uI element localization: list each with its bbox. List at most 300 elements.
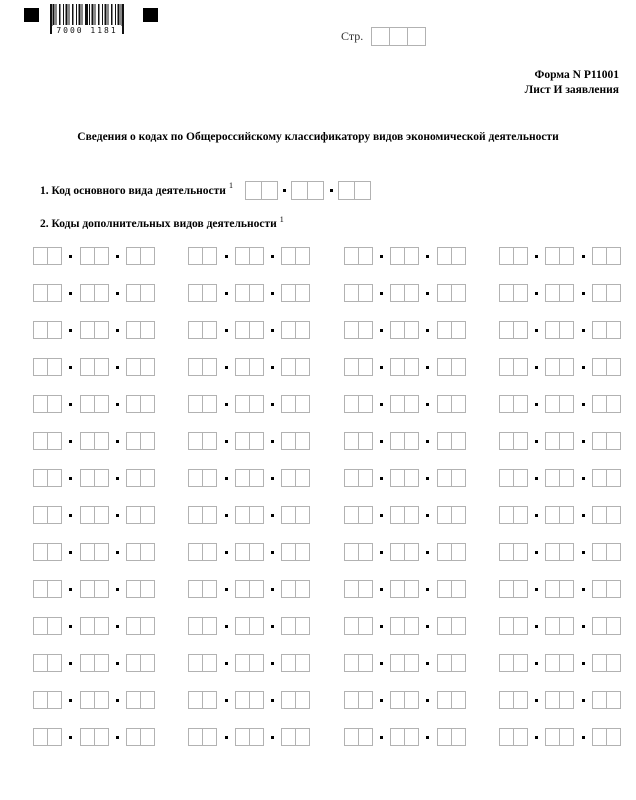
code-digit-cell[interactable]	[545, 506, 560, 524]
code-digit-cell[interactable]	[606, 691, 621, 709]
code-digit-cell[interactable]	[559, 284, 574, 302]
code-digit-cell[interactable]	[499, 617, 514, 635]
code-digit-cell[interactable]	[47, 469, 62, 487]
code-digit-cell[interactable]	[344, 654, 359, 672]
code-digit-cell[interactable]	[344, 691, 359, 709]
code-digit-cell[interactable]	[188, 469, 203, 487]
code-digit-cell[interactable]	[358, 469, 373, 487]
code-digit-cell[interactable]	[437, 691, 452, 709]
code-digit-cell[interactable]	[344, 728, 359, 746]
code-digit-cell[interactable]	[94, 321, 109, 339]
code-digit-cell[interactable]	[47, 247, 62, 265]
code-digit-cell[interactable]	[606, 284, 621, 302]
code-digit-cell[interactable]	[404, 395, 419, 413]
code-digit-cell[interactable]	[140, 617, 155, 635]
code-digit-cell[interactable]	[592, 284, 607, 302]
page-number-cell[interactable]	[371, 27, 390, 46]
code-digit-cell[interactable]	[249, 654, 264, 672]
code-digit-cell[interactable]	[606, 654, 621, 672]
code-digit-cell[interactable]	[47, 543, 62, 561]
code-digit-cell[interactable]	[202, 617, 217, 635]
code-digit-cell[interactable]	[404, 358, 419, 376]
code-digit-cell[interactable]	[281, 432, 296, 450]
code-digit-cell[interactable]	[545, 432, 560, 450]
code-digit-cell[interactable]	[390, 728, 405, 746]
code-digit-cell[interactable]	[358, 728, 373, 746]
code-digit-cell[interactable]	[47, 284, 62, 302]
code-digit-cell[interactable]	[140, 728, 155, 746]
code-digit-cell[interactable]	[235, 728, 250, 746]
code-digit-cell[interactable]	[235, 469, 250, 487]
code-digit-cell[interactable]	[451, 358, 466, 376]
code-digit-cell[interactable]	[295, 469, 310, 487]
code-digit-cell[interactable]	[188, 617, 203, 635]
code-digit-cell[interactable]	[606, 728, 621, 746]
code-digit-cell[interactable]	[559, 691, 574, 709]
code-digit-cell[interactable]	[126, 247, 141, 265]
code-digit-cell[interactable]	[499, 247, 514, 265]
code-digit-cell[interactable]	[606, 358, 621, 376]
code-digit-cell[interactable]	[281, 728, 296, 746]
code-digit-cell[interactable]	[513, 506, 528, 524]
code-digit-cell[interactable]	[33, 728, 48, 746]
code-digit-cell[interactable]	[404, 432, 419, 450]
code-digit-cell[interactable]	[80, 358, 95, 376]
code-digit-cell[interactable]	[281, 284, 296, 302]
code-digit-cell[interactable]	[404, 469, 419, 487]
code-digit-cell[interactable]	[188, 543, 203, 561]
code-digit-cell[interactable]	[451, 432, 466, 450]
code-digit-cell[interactable]	[281, 543, 296, 561]
code-digit-cell[interactable]	[513, 617, 528, 635]
code-digit-cell[interactable]	[390, 691, 405, 709]
code-digit-cell[interactable]	[126, 358, 141, 376]
code-digit-cell[interactable]	[281, 321, 296, 339]
code-digit-cell[interactable]	[140, 395, 155, 413]
code-digit-cell[interactable]	[437, 543, 452, 561]
code-digit-cell[interactable]	[235, 543, 250, 561]
code-digit-cell[interactable]	[451, 580, 466, 598]
code-digit-cell[interactable]	[47, 691, 62, 709]
code-digit-cell[interactable]	[513, 358, 528, 376]
code-digit-cell[interactable]	[126, 506, 141, 524]
code-digit-cell[interactable]	[513, 691, 528, 709]
code-digit-cell[interactable]	[513, 580, 528, 598]
code-digit-cell[interactable]	[126, 617, 141, 635]
code-digit-cell[interactable]	[404, 617, 419, 635]
code-digit-cell[interactable]	[559, 321, 574, 339]
code-digit-cell[interactable]	[499, 728, 514, 746]
code-digit-cell[interactable]	[451, 654, 466, 672]
code-digit-cell[interactable]	[437, 617, 452, 635]
code-digit-cell[interactable]	[358, 617, 373, 635]
code-digit-cell[interactable]	[451, 506, 466, 524]
code-digit-cell[interactable]	[281, 395, 296, 413]
code-digit-cell[interactable]	[592, 728, 607, 746]
code-digit-cell[interactable]	[80, 654, 95, 672]
code-digit-cell[interactable]	[592, 506, 607, 524]
code-digit-cell[interactable]	[344, 543, 359, 561]
code-digit-cell[interactable]	[499, 358, 514, 376]
code-digit-cell[interactable]	[451, 284, 466, 302]
code-digit-cell[interactable]	[437, 321, 452, 339]
code-digit-cell[interactable]	[592, 469, 607, 487]
code-digit-cell[interactable]	[404, 728, 419, 746]
code-digit-cell[interactable]	[47, 321, 62, 339]
code-digit-cell[interactable]	[33, 432, 48, 450]
code-digit-cell[interactable]	[344, 617, 359, 635]
code-digit-cell[interactable]	[94, 432, 109, 450]
code-digit-cell[interactable]	[33, 580, 48, 598]
code-digit-cell[interactable]	[499, 284, 514, 302]
code-digit-cell[interactable]	[202, 543, 217, 561]
code-digit-cell[interactable]	[94, 654, 109, 672]
code-digit-cell[interactable]	[202, 358, 217, 376]
code-digit-cell[interactable]	[344, 284, 359, 302]
code-digit-cell[interactable]	[249, 506, 264, 524]
code-digit-cell[interactable]	[295, 284, 310, 302]
code-digit-cell[interactable]	[437, 580, 452, 598]
code-digit-cell[interactable]	[358, 543, 373, 561]
code-digit-cell[interactable]	[545, 654, 560, 672]
code-digit-cell[interactable]	[499, 506, 514, 524]
code-digit-cell[interactable]	[545, 691, 560, 709]
code-digit-cell[interactable]	[451, 691, 466, 709]
code-digit-cell[interactable]	[295, 247, 310, 265]
code-digit-cell[interactable]	[188, 395, 203, 413]
code-digit-cell[interactable]	[559, 728, 574, 746]
code-digit-cell[interactable]	[437, 395, 452, 413]
code-digit-cell[interactable]	[235, 506, 250, 524]
code-digit-cell[interactable]	[513, 395, 528, 413]
code-digit-cell[interactable]	[404, 543, 419, 561]
code-digit-cell[interactable]	[513, 247, 528, 265]
code-digit-cell[interactable]	[281, 580, 296, 598]
code-digit-cell[interactable]	[33, 321, 48, 339]
code-digit-cell[interactable]	[307, 181, 324, 200]
code-digit-cell[interactable]	[140, 284, 155, 302]
code-digit-cell[interactable]	[140, 247, 155, 265]
code-digit-cell[interactable]	[47, 358, 62, 376]
code-digit-cell[interactable]	[545, 395, 560, 413]
code-digit-cell[interactable]	[295, 395, 310, 413]
code-digit-cell[interactable]	[80, 580, 95, 598]
code-digit-cell[interactable]	[94, 728, 109, 746]
code-digit-cell[interactable]	[47, 617, 62, 635]
code-digit-cell[interactable]	[249, 691, 264, 709]
code-digit-cell[interactable]	[140, 358, 155, 376]
code-digit-cell[interactable]	[235, 432, 250, 450]
code-digit-cell[interactable]	[188, 247, 203, 265]
page-number-cell[interactable]	[407, 27, 426, 46]
code-digit-cell[interactable]	[249, 395, 264, 413]
code-digit-cell[interactable]	[126, 432, 141, 450]
code-digit-cell[interactable]	[437, 247, 452, 265]
code-digit-cell[interactable]	[513, 284, 528, 302]
code-digit-cell[interactable]	[249, 543, 264, 561]
code-digit-cell[interactable]	[202, 284, 217, 302]
code-digit-cell[interactable]	[559, 432, 574, 450]
code-digit-cell[interactable]	[344, 395, 359, 413]
code-digit-cell[interactable]	[126, 395, 141, 413]
code-digit-cell[interactable]	[94, 247, 109, 265]
code-digit-cell[interactable]	[235, 580, 250, 598]
code-digit-cell[interactable]	[295, 654, 310, 672]
code-digit-cell[interactable]	[499, 543, 514, 561]
code-digit-cell[interactable]	[140, 321, 155, 339]
code-digit-cell[interactable]	[126, 543, 141, 561]
code-digit-cell[interactable]	[202, 691, 217, 709]
code-digit-cell[interactable]	[559, 580, 574, 598]
code-digit-cell[interactable]	[592, 432, 607, 450]
code-digit-cell[interactable]	[499, 580, 514, 598]
code-digit-cell[interactable]	[126, 654, 141, 672]
code-digit-cell[interactable]	[140, 432, 155, 450]
code-digit-cell[interactable]	[140, 691, 155, 709]
code-digit-cell[interactable]	[235, 247, 250, 265]
code-digit-cell[interactable]	[94, 506, 109, 524]
code-digit-cell[interactable]	[358, 654, 373, 672]
code-digit-cell[interactable]	[559, 543, 574, 561]
code-digit-cell[interactable]	[437, 469, 452, 487]
code-digit-cell[interactable]	[592, 247, 607, 265]
code-digit-cell[interactable]	[451, 321, 466, 339]
code-digit-cell[interactable]	[281, 469, 296, 487]
code-digit-cell[interactable]	[80, 247, 95, 265]
code-digit-cell[interactable]	[545, 580, 560, 598]
code-digit-cell[interactable]	[592, 691, 607, 709]
code-digit-cell[interactable]	[249, 469, 264, 487]
code-digit-cell[interactable]	[606, 543, 621, 561]
code-digit-cell[interactable]	[513, 654, 528, 672]
code-digit-cell[interactable]	[188, 580, 203, 598]
code-digit-cell[interactable]	[33, 284, 48, 302]
code-digit-cell[interactable]	[80, 321, 95, 339]
code-digit-cell[interactable]	[606, 321, 621, 339]
code-digit-cell[interactable]	[499, 654, 514, 672]
code-digit-cell[interactable]	[390, 247, 405, 265]
code-digit-cell[interactable]	[499, 469, 514, 487]
code-digit-cell[interactable]	[126, 284, 141, 302]
code-digit-cell[interactable]	[437, 432, 452, 450]
code-digit-cell[interactable]	[202, 395, 217, 413]
code-digit-cell[interactable]	[33, 543, 48, 561]
code-digit-cell[interactable]	[295, 617, 310, 635]
code-digit-cell[interactable]	[249, 617, 264, 635]
code-digit-cell[interactable]	[80, 728, 95, 746]
code-digit-cell[interactable]	[451, 395, 466, 413]
code-digit-cell[interactable]	[545, 284, 560, 302]
code-digit-cell[interactable]	[358, 506, 373, 524]
code-digit-cell[interactable]	[358, 247, 373, 265]
code-digit-cell[interactable]	[188, 728, 203, 746]
code-digit-cell[interactable]	[390, 395, 405, 413]
code-digit-cell[interactable]	[606, 247, 621, 265]
code-digit-cell[interactable]	[202, 469, 217, 487]
code-digit-cell[interactable]	[606, 506, 621, 524]
code-digit-cell[interactable]	[344, 247, 359, 265]
code-digit-cell[interactable]	[592, 395, 607, 413]
code-digit-cell[interactable]	[344, 469, 359, 487]
code-digit-cell[interactable]	[606, 395, 621, 413]
code-digit-cell[interactable]	[437, 654, 452, 672]
code-digit-cell[interactable]	[592, 617, 607, 635]
code-digit-cell[interactable]	[390, 321, 405, 339]
code-digit-cell[interactable]	[281, 691, 296, 709]
code-digit-cell[interactable]	[202, 247, 217, 265]
code-digit-cell[interactable]	[559, 358, 574, 376]
code-digit-cell[interactable]	[451, 617, 466, 635]
code-digit-cell[interactable]	[545, 728, 560, 746]
code-digit-cell[interactable]	[344, 432, 359, 450]
code-digit-cell[interactable]	[592, 654, 607, 672]
code-digit-cell[interactable]	[390, 543, 405, 561]
code-digit-cell[interactable]	[126, 469, 141, 487]
code-digit-cell[interactable]	[390, 469, 405, 487]
code-digit-cell[interactable]	[33, 691, 48, 709]
code-digit-cell[interactable]	[80, 284, 95, 302]
code-digit-cell[interactable]	[249, 358, 264, 376]
code-digit-cell[interactable]	[451, 543, 466, 561]
code-digit-cell[interactable]	[126, 580, 141, 598]
code-digit-cell[interactable]	[390, 580, 405, 598]
code-digit-cell[interactable]	[592, 580, 607, 598]
code-digit-cell[interactable]	[80, 432, 95, 450]
code-digit-cell[interactable]	[47, 506, 62, 524]
code-digit-cell[interactable]	[404, 506, 419, 524]
code-digit-cell[interactable]	[235, 691, 250, 709]
code-digit-cell[interactable]	[592, 358, 607, 376]
code-digit-cell[interactable]	[338, 181, 355, 200]
code-digit-cell[interactable]	[94, 580, 109, 598]
code-digit-cell[interactable]	[33, 247, 48, 265]
code-digit-cell[interactable]	[606, 580, 621, 598]
code-digit-cell[interactable]	[390, 358, 405, 376]
code-digit-cell[interactable]	[291, 181, 308, 200]
code-digit-cell[interactable]	[344, 506, 359, 524]
code-digit-cell[interactable]	[295, 728, 310, 746]
code-digit-cell[interactable]	[513, 321, 528, 339]
code-digit-cell[interactable]	[545, 247, 560, 265]
code-digit-cell[interactable]	[202, 321, 217, 339]
code-digit-cell[interactable]	[33, 654, 48, 672]
code-digit-cell[interactable]	[451, 469, 466, 487]
code-digit-cell[interactable]	[126, 321, 141, 339]
code-digit-cell[interactable]	[94, 469, 109, 487]
code-digit-cell[interactable]	[235, 654, 250, 672]
code-digit-cell[interactable]	[295, 691, 310, 709]
code-digit-cell[interactable]	[606, 432, 621, 450]
code-digit-cell[interactable]	[358, 321, 373, 339]
code-digit-cell[interactable]	[545, 358, 560, 376]
code-digit-cell[interactable]	[235, 321, 250, 339]
code-digit-cell[interactable]	[559, 395, 574, 413]
code-digit-cell[interactable]	[94, 358, 109, 376]
code-digit-cell[interactable]	[354, 181, 371, 200]
code-digit-cell[interactable]	[559, 617, 574, 635]
code-digit-cell[interactable]	[94, 395, 109, 413]
code-digit-cell[interactable]	[451, 247, 466, 265]
code-digit-cell[interactable]	[513, 543, 528, 561]
code-digit-cell[interactable]	[202, 580, 217, 598]
code-digit-cell[interactable]	[295, 506, 310, 524]
code-digit-cell[interactable]	[513, 469, 528, 487]
code-digit-cell[interactable]	[451, 728, 466, 746]
code-digit-cell[interactable]	[358, 432, 373, 450]
code-digit-cell[interactable]	[249, 321, 264, 339]
code-digit-cell[interactable]	[94, 543, 109, 561]
code-digit-cell[interactable]	[390, 284, 405, 302]
code-digit-cell[interactable]	[437, 284, 452, 302]
code-digit-cell[interactable]	[390, 654, 405, 672]
code-digit-cell[interactable]	[249, 284, 264, 302]
code-digit-cell[interactable]	[404, 247, 419, 265]
code-digit-cell[interactable]	[545, 321, 560, 339]
code-digit-cell[interactable]	[80, 543, 95, 561]
code-digit-cell[interactable]	[559, 469, 574, 487]
code-digit-cell[interactable]	[33, 506, 48, 524]
code-digit-cell[interactable]	[545, 469, 560, 487]
code-digit-cell[interactable]	[235, 358, 250, 376]
code-digit-cell[interactable]	[249, 432, 264, 450]
code-digit-cell[interactable]	[437, 358, 452, 376]
code-digit-cell[interactable]	[606, 469, 621, 487]
code-digit-cell[interactable]	[188, 506, 203, 524]
code-digit-cell[interactable]	[437, 506, 452, 524]
code-digit-cell[interactable]	[513, 432, 528, 450]
code-digit-cell[interactable]	[80, 691, 95, 709]
code-digit-cell[interactable]	[295, 432, 310, 450]
code-digit-cell[interactable]	[261, 181, 278, 200]
code-digit-cell[interactable]	[188, 358, 203, 376]
code-digit-cell[interactable]	[235, 617, 250, 635]
code-digit-cell[interactable]	[47, 432, 62, 450]
code-digit-cell[interactable]	[281, 654, 296, 672]
code-digit-cell[interactable]	[358, 691, 373, 709]
code-digit-cell[interactable]	[559, 654, 574, 672]
code-digit-cell[interactable]	[545, 543, 560, 561]
code-digit-cell[interactable]	[592, 543, 607, 561]
code-digit-cell[interactable]	[33, 617, 48, 635]
code-digit-cell[interactable]	[281, 247, 296, 265]
code-digit-cell[interactable]	[499, 432, 514, 450]
code-digit-cell[interactable]	[188, 284, 203, 302]
code-digit-cell[interactable]	[404, 580, 419, 598]
code-digit-cell[interactable]	[94, 617, 109, 635]
code-digit-cell[interactable]	[33, 358, 48, 376]
code-digit-cell[interactable]	[94, 284, 109, 302]
code-digit-cell[interactable]	[140, 580, 155, 598]
code-digit-cell[interactable]	[513, 728, 528, 746]
code-digit-cell[interactable]	[33, 469, 48, 487]
code-digit-cell[interactable]	[295, 358, 310, 376]
code-digit-cell[interactable]	[606, 617, 621, 635]
code-digit-cell[interactable]	[202, 506, 217, 524]
code-digit-cell[interactable]	[281, 617, 296, 635]
code-digit-cell[interactable]	[358, 284, 373, 302]
code-digit-cell[interactable]	[80, 395, 95, 413]
code-digit-cell[interactable]	[559, 506, 574, 524]
code-digit-cell[interactable]	[404, 321, 419, 339]
code-digit-cell[interactable]	[47, 580, 62, 598]
code-digit-cell[interactable]	[202, 432, 217, 450]
page-number-cell[interactable]	[389, 27, 408, 46]
code-digit-cell[interactable]	[80, 469, 95, 487]
code-digit-cell[interactable]	[344, 321, 359, 339]
code-digit-cell[interactable]	[80, 617, 95, 635]
code-digit-cell[interactable]	[404, 654, 419, 672]
code-digit-cell[interactable]	[249, 728, 264, 746]
